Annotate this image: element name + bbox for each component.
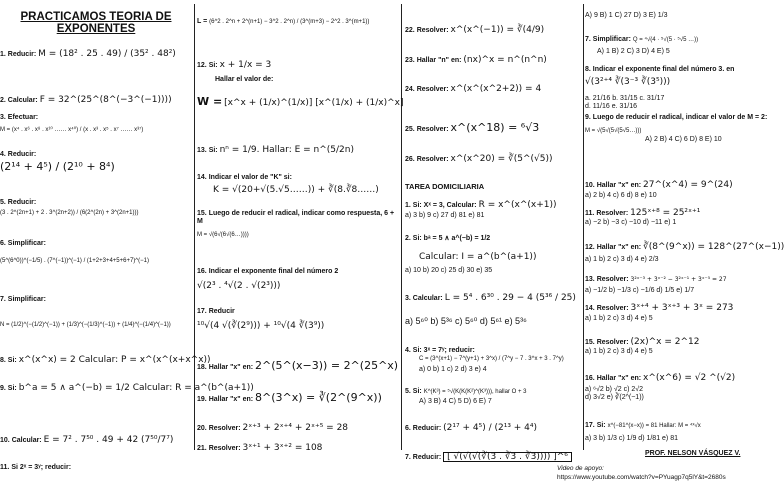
problem-12-expr: W = [x^x + (1/x)^(1/x)] [x^(1/x) + (1/x)^x]	[197, 95, 404, 108]
homework-4: 4. Si: 3ˣ = 7ʸ; reducir:	[405, 347, 475, 354]
homework-col4-8: 8. Indicar el exponente final del número 3. en	[585, 66, 735, 73]
homework-col4-15: 15. Resolver: (2x)^x = 2^12	[585, 337, 700, 347]
homework-5-options: A) 3 B) 4 C) 5 D) 6 E) 7	[419, 398, 492, 405]
homework-col4-12-options: a) 1 b) 2 c) 3 d) 4 e) 2/3	[585, 256, 659, 263]
video-link[interactable]: https://www.youtube.com/watch?v=PYuagp7q5lY&t=2680s	[557, 474, 726, 481]
homework-col4-14-options: a) 1 b) 2 c) 3 d) 4 e) 5	[585, 315, 653, 322]
problem-8: 8. Si: x^(x^x) = 2 Calcular: P = x^(x^(x+x^x))	[0, 355, 211, 365]
problem-24: 24. Resolver: x^(x^(x^2+2)) = 4	[405, 84, 542, 94]
problem-10: 10. Calcular: E = 7² . 7⁵⁰ . 49 + 42 (7⁵⁰/7⁷)	[0, 435, 174, 445]
homework-col4-13: 13. Resolver: 3²ˣ⁻³ + 3ˣ⁻² − 3²ˣ⁻¹ + 3ˣ⁻⁵ = 27	[585, 276, 727, 283]
problem-26: 26. Resolver: x^(x^20) = ∛(5^(√5))	[405, 154, 553, 164]
homework-7: 7. Reducir: [ √(√(√(∛(3 . ∛3 . ∛3)))) ]^⁶	[405, 452, 585, 462]
homework-1-options: a) 3 b) 9 c) 27 d) 81 e) 81	[405, 212, 485, 219]
problem-16-expr: √(2³ . ⁴√(2 . √(2³)))	[197, 281, 281, 291]
homework-col4-8-expr: √(3²⁺⁴ ∛(3⁻³ ∛(3⁵)))	[585, 77, 671, 87]
problem-15-expr: M = √(6√(6√(6…))))	[197, 232, 249, 238]
problem-17-expr: ¹⁰√(4 √(∛(2⁹))) + ¹⁰√(4 ∛(3⁹))	[197, 321, 325, 331]
problem-18: 18. Hallar "x" en: 2^(5^(x−3)) = 2^(25^x)	[197, 359, 399, 372]
problem-3: 3. Efectuar:	[0, 114, 39, 121]
problem-4: 4. Reducir:	[0, 151, 37, 158]
problem-22: 22. Resolver: x^(x^(−1)) = ∛(4/9)	[405, 25, 545, 35]
page-title: PRACTICAMOS TEORIA DE EXPONENTES	[20, 11, 172, 35]
video-label: Video de apoyo:	[557, 465, 604, 472]
homework-4-options: a) 0 b) 1 c) 2 d) 3 e) 4	[419, 366, 487, 373]
problem-7: 7. Simplificar:	[0, 296, 46, 303]
homework-col4-12: 12. Hallar "x" en: ∛(8^(9^x)) = 128^(27^(x−1))	[585, 242, 784, 252]
homework-1: 1. Si: Xˣ = 3, Calcular: R = x^(x^(x+1))	[405, 200, 557, 210]
problem-14-expr: K = √(20+√(5.√5……)) + ∛(8.∛8……)	[213, 185, 379, 195]
homework-col4-8-options: a. 21/16 b. 31/15 c. 31/17 d. 11/16 e. 31/16	[585, 95, 665, 110]
problem-4-expr: (2¹⁴ + 4⁵) / (2¹⁰ + 8⁴)	[0, 160, 115, 173]
problem-15: 15. Luego de reducir el radical, indicar como respuesta, 6 + M	[197, 210, 395, 225]
homework-col4-9-expr: M = √(5√(5√(5√5…)))	[585, 128, 642, 134]
problem-11-expr: L = (6^2 . 2^n + 2^(n+1) − 3^2 . 2^n) / (3^(m+3) − 2^2 . 3^(m+1))	[197, 18, 370, 25]
homework-col4-15-options: a) 1 b) 2 c) 3 d) 4 e) 5	[585, 348, 653, 355]
homework-heading: TAREA DOMICILIARIA	[405, 182, 485, 191]
problem-6-expr: (5^(6^0))^(−1/5) . (7^(−1))^(−1) / (1+2+3+4+5+6+7)^(−1)	[0, 258, 149, 264]
problem-2: 2. Calcular: F = 32^(25^(8^(−3^(−1))))	[0, 95, 172, 105]
homework-col4-9-options: A) 2 B) 4 C) 6 D) 8 E) 10	[645, 136, 722, 143]
problem-20: 20. Resolver: 2ˣ⁺³ + 2ˣ⁺⁴ + 2ˣ⁺⁵ = 28	[197, 423, 349, 433]
problem-7-expr: N = (1/2)^(−(1/2)^(−1)) + (1/3)^(−(1/3)^(−1)) + (1/4)^(−(1/4)^(−1))	[0, 322, 171, 328]
homework-2: 2. Si: bᵃ = 5 ∧ a^(−b) = 1/2	[405, 235, 491, 242]
teacher-signature: PROF. NELSON VÁSQUEZ V.	[645, 450, 741, 457]
homework-col4-13-options: a) −1/2 b) −1/3 c) −1/6 d) 1/5 e) 1/7	[585, 287, 695, 294]
homework-col4-16-options: a) ⁶√2 b) √2 c) 2√2 d) 3√2 e) ∛(2^(−1))	[585, 386, 644, 401]
homework-col4-11: 11. Resolver: 125ˣ⁺⁸ = 25²ˣ⁺¹	[585, 208, 701, 218]
homework-6: 6. Reducir: (2¹⁷ + 4⁵) / (2¹³ + 4⁴)	[405, 423, 538, 433]
problem-6: 6. Simplificar:	[0, 240, 46, 247]
homework-col4-9: 9. Luego de reducir el radical, indicar el valor de M = 2:	[585, 114, 768, 121]
problem-9: 9. Si: b^a = 5 ∧ a^(−b) = 1/2 Calcular: R = a^(b^(a+1))	[0, 383, 254, 393]
homework-5: 5. Si: K^(K³) = ⁵√(K(K(K²)^(K³))), hallar O + 3	[405, 388, 527, 395]
problem-5: 5. Reducir:	[0, 199, 37, 206]
column-3	[405, 0, 585, 497]
homework-4-expr: C = (3^(x+1) − 7^(y+1) + 3^x) / (7^y − 7 . 3^x + 3 . 7^y)	[419, 356, 564, 362]
problem-19: 19. Hallar "x" en: 8^(3^x) = ∛(2^(9^x))	[197, 391, 382, 404]
problem-12: 12. Si: x + 1/x = 3	[197, 60, 272, 70]
problem-1: 1. Reducir: M = (18² . 25 . 49) / (35² . 48²)	[0, 49, 176, 59]
column-divider	[401, 4, 402, 450]
homework-col4-7-options: A) 1 B) 2 C) 3 D) 4 E) 5	[597, 48, 670, 55]
problem-12-sub: Hallar el valor de:	[215, 76, 274, 83]
homework-col4-14: 14. Resolver: 3ˣ⁺⁴ + 3ˣ⁺³ + 3ˣ = 273	[585, 303, 734, 313]
homework-3-options: a) 5⁶⁰ b) 5³⁶ c) 5⁶⁰ d) 5⁶¹ e) 5³⁶	[405, 316, 527, 326]
problem-14: 14. Indicar el valor de "K" si:	[197, 174, 292, 181]
problem-21: 21. Resolver: 3ˣ⁺¹ + 3ˣ⁺² = 108	[197, 443, 323, 453]
problem-16: 16. Indicar el exponente final del número 2	[197, 268, 339, 275]
problem-17: 17. Reducir	[197, 308, 235, 315]
problem-13: 13. Si: nⁿ = 1/9. Hallar: E = n^(5/2n)	[197, 145, 354, 155]
homework-col4-10-options: a) 2 b) 4 c) 6 d) 8 e) 10	[585, 192, 657, 199]
column-4	[585, 0, 784, 497]
homework-col4-17: 17. Si: x^(−81^(x−x)) = 81 Hallar: M = ⁴ˣ√x	[585, 422, 701, 429]
homework-3: 3. Calcular: L = 5⁴ . 6³⁰ . 29 − 4 (5³⁶ / 25)	[405, 293, 576, 303]
homework-2-expr: Calcular: I = a^(b^(a+1))	[419, 252, 537, 262]
column-2	[197, 0, 404, 497]
problem-3-expr: M = (x⁴ . x⁶ . x⁸ . x¹⁰ …… x⁴⁰) / (x . x³ . x⁵ . x⁷ …… x³⁷)	[0, 127, 144, 133]
homework-col4-10: 10. Hallar "x" en: 27^(x^4) = 9^(24)	[585, 180, 733, 190]
homework-col4-7: 7. Simplificar: Q = ⁴√(4 · ⁵√(5 · ⁵√5 …))	[585, 36, 699, 43]
options-line: A) 9 B) 1 C) 27 D) 3 E) 1/3	[585, 12, 668, 19]
homework-col4-16: 16. Hallar "x" en: x^(x^6) = √2 ^(√2)	[585, 373, 736, 383]
problem-11: 11. Si 2ˣ = 3ʸ; reducir:	[0, 464, 72, 471]
problem-25: 25. Resolver: x^(x^18) = ⁶√3	[405, 121, 540, 134]
homework-col4-11-options: a) −2 b) −3 c) −10 d) −11 e) 1	[585, 219, 677, 226]
problem-5-expr: (3 . 2^(2n+1) + 2 . 3^(2n+2)) / (6(2^(2n) + 3^(2n+1)))	[0, 210, 139, 216]
problem-23: 23. Hallar "n" en: (nx)^x = n^(n^n)	[405, 55, 547, 65]
homework-2-options: a) 10 b) 20 c) 25 d) 30 e) 35	[405, 267, 493, 274]
homework-col4-17-options: a) 3 b) 1/3 c) 1/9 d) 1/81 e) 81	[585, 435, 678, 442]
